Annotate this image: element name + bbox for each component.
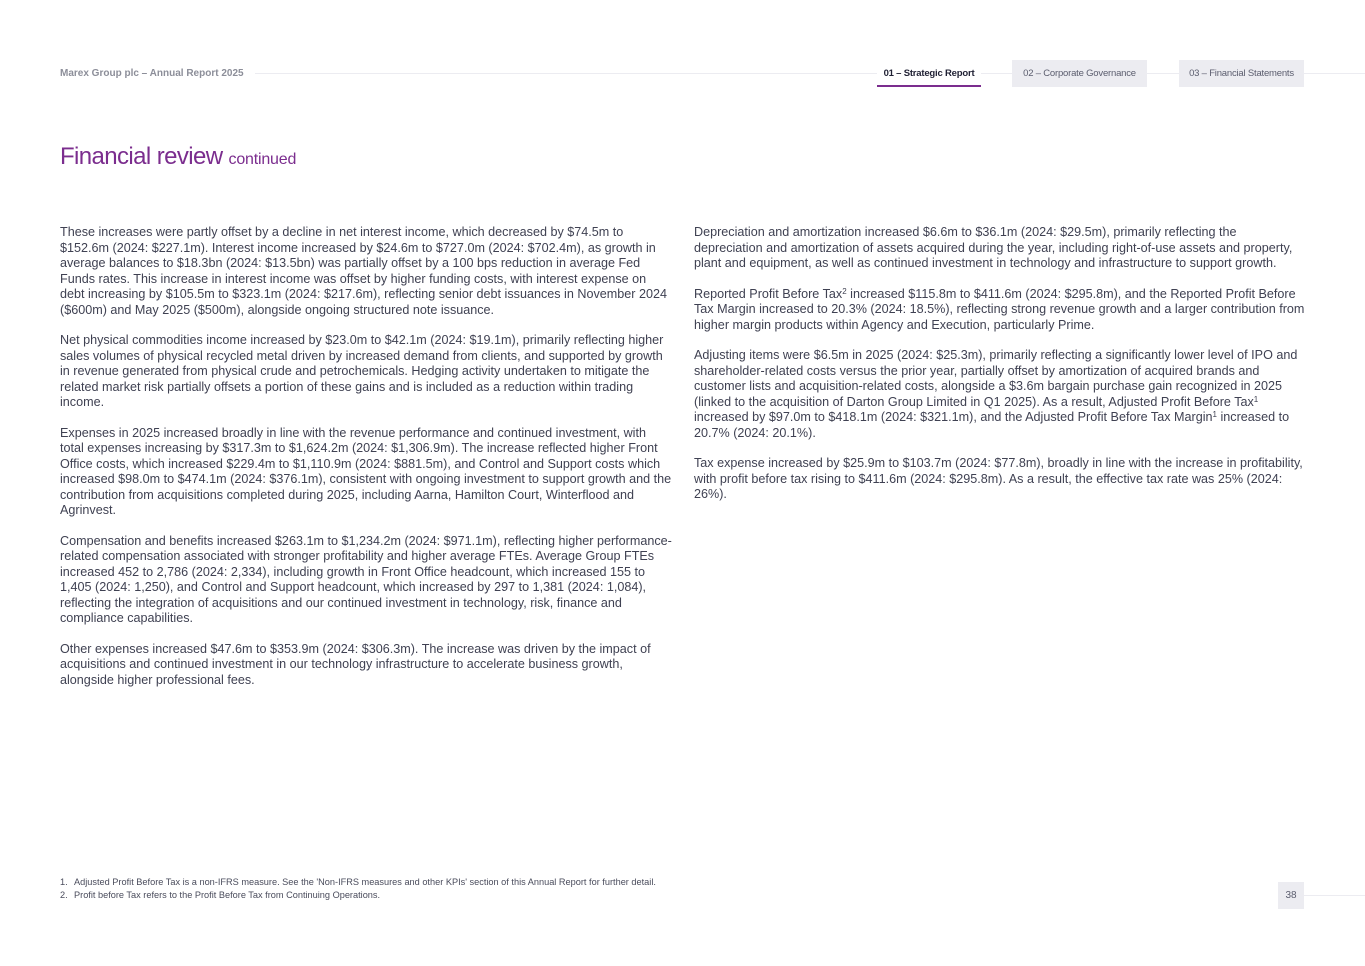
footnote-text: Profit before Tax refers to the Profit Before Tax from Continuing Operations. [74, 890, 381, 900]
document-title: Marex Group plc – Annual Report 2025 [60, 68, 252, 79]
tab-strategic-report[interactable]: 01 – Strategic Report [877, 60, 981, 87]
tab-corporate-governance[interactable]: 02 – Corporate Governance [1012, 60, 1147, 87]
footnote-text: Adjusted Profit Before Tax is a non-IFRS measure. See the 'Non-IFRS measures and other KPIs' section of this Annual Report for further detail. [74, 877, 656, 887]
footnote-ref: 1 [1253, 394, 1259, 404]
left-column [60, 225, 672, 703]
footnote-ref: 2 [842, 286, 847, 296]
footnotes [60, 876, 656, 902]
paragraph-other-expenses: Other expenses increased $47.6m to $353.9m (2024: $306.3m). The increase was driven by the impact of acquisitions and continued investment in our technology infrastructure to accelerate business growth, alongside higher professional fees. [60, 641, 651, 687]
footnote-number: 1. [60, 877, 68, 887]
text-segment: increased to 20.7% (2024: 20.1%). [694, 410, 1290, 440]
paragraph-physical-commodities: Net physical commodities income increased by $23.0m to $42.1m (2024: $19.1m), primarily reflecting higher sales volumes of physical recycled metal driven by increased demand from clients, and supported by growth in revenue generated from physical crude and petrochemicals. Hedging activity undertaken to mitigate the related market risk partially offsets a portion of these gains and is included as a reduction within trading income. [60, 333, 664, 409]
paragraph-adjusting-items [694, 348, 1306, 441]
right-column [694, 225, 1306, 518]
text-segment: Reported Profit Before Tax [694, 286, 843, 301]
page-title-main: Financial review [60, 143, 223, 170]
footnote-2 [60, 889, 656, 902]
page-title [60, 143, 296, 171]
footnote-number: 2. [60, 890, 68, 900]
paragraph-expenses: Expenses in 2025 increased broadly in line with the revenue performance and continued investment, with total expenses increasing by $317.3m to $1,624.2m (2024: $1,306.9m). The increase reflected higher Front Office costs, which increased $229.4m to $1,110.9m (2024: $881.5m), and Control and Support costs which increased $98.0m to $474.1m (2024: $376.1m), consistent with ongoing investment to support growth and the contribution from acquisitions completed during 2025, including Aarna, Hamilton Court, Winterflood and Agrinvest. [60, 425, 672, 517]
text-segment: increased $115.8m to $411.6m (2024: $295.8m), and the Reported Profit Before Tax Margin increased to 20.3% (2024: 18.5%), reflecting strong revenue growth and a larger contribution from higher margin products within Agency and Execution, particularly Prime. [694, 286, 1305, 332]
paragraph-reported-profit [694, 287, 1306, 334]
page-title-suffix: continued [228, 151, 297, 168]
paragraph-depreciation: Depreciation and amortization increased $6.6m to $36.1m (2024: $29.5m), primarily reflecting the depreciation and amortization of assets acquired during the year, including right-of-use assets and property, plant and equipment, as well as continued investment in technology and infrastructure to support growth. [694, 225, 1293, 270]
text-segment: Adjusting items were $6.5m in 2025 (2024: $25.3m), primarily reflecting a significantly lower level of IPO and shareholder-related costs versus the prior year, partially offset by amortization of acquired brands and customer lists and acquisition-related costs, alongside a $3.6m bargain purchase gain recognized in 2025 (linked to the acquisition of Darton Group Limited in Q1 2025). As a result, Adjusted Profit Before Tax [694, 348, 1298, 409]
paragraph-tax-expense: Tax expense increased by $25.9m to $103.7m (2024: $77.8m), broadly in line with the increase in profitability, with profit before tax rising to $411.6m (2024: $295.8m). As a result, the effective tax rate was 25% (2024: 26%). [694, 456, 1303, 501]
text-segment: increased by $97.0m to $418.1m (2024: $321.1m), and the Adjusted Profit Before Tax Margin [694, 410, 1213, 424]
section-tabs [0, 60, 1365, 88]
tab-financial-statements[interactable]: 03 – Financial Statements [1179, 60, 1304, 87]
paragraph-net-interest-income: These increases were partly offset by a decline in net interest income, which decreased by $74.5m to $152.6m (2024: $227.1m). Interest income increased by $24.6m to $727.0m (2024: $702.4m), as growth in average balances to $18.3bn (2024: $13.5bn) was partially offset by a 100 bps reduction in average Fed Funds rates. This increase in interest income was offset by higher funding costs, with interest expense on debt increasing by $105.5m to $323.1m (2024: $217.6m), reflecting senior debt issuances in November 2024 ($600m) and May 2025 ($500m), alongside ongoing structured note issuance. [60, 225, 667, 317]
page-number: 38 [1278, 882, 1304, 909]
footnote-1 [60, 876, 656, 889]
footnote-ref: 1 [1212, 410, 1217, 419]
paragraph-compensation: Compensation and benefits increased $263.1m to $1,234.2m (2024: $971.1m), reflecting higher performance-related compensation associated with stronger profitability and higher average FTEs. Average Group FTEs increased 452 to 2,786 (2024: 2,334), including growth in Front Office headcount, which increased 155 to 1,405 (2024: 1,250), and Control and Support headcount, which increased by 297 to 1,381 (2024: 1,084), reflecting the integration of acquisitions and our continued investment in technology, risk, finance and compliance capabilities. [60, 533, 672, 625]
